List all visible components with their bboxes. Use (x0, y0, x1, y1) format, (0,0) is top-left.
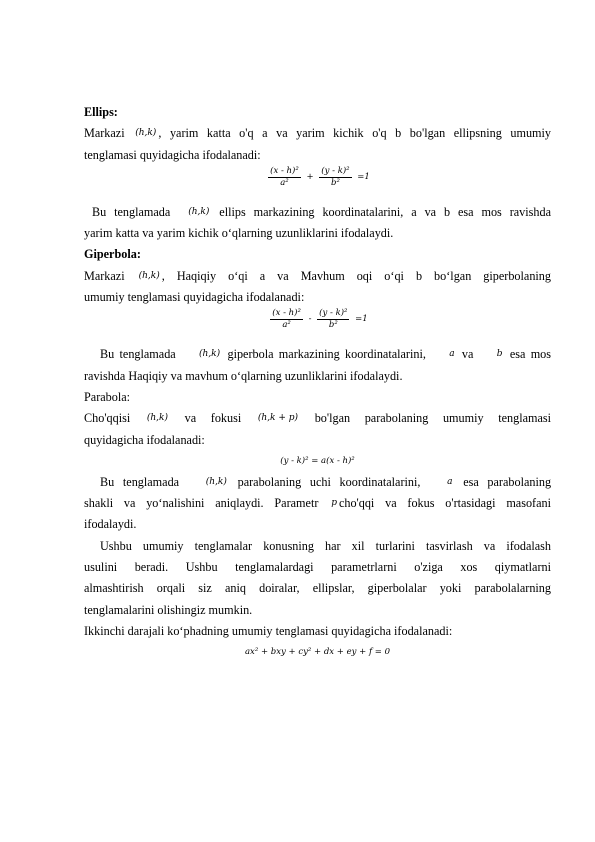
ellipse-desc (84, 202, 551, 223)
ellipse-formula-den1: a² (280, 177, 289, 188)
hyperbola-sym-b: b (496, 349, 503, 360)
parabola-desc-f: ifodalaydi. (84, 517, 137, 532)
hyperbola-formula-num1: (x - h)² (272, 308, 301, 319)
parabola-desc-a: Bu tenglamada (100, 474, 180, 489)
ellipse-formula-op: + (306, 171, 314, 182)
parabola-sym-p: p (331, 498, 337, 509)
hyperbola-intro-c: umumiy tenglamasi quyidagicha ifodalanadi: (84, 290, 305, 305)
ellipse-intro-b: , yarim katta o'q a va yarim kichik o'q b bo'lgan ellipsning umumiy (158, 126, 552, 141)
ellipse-formula-num2: (y - k)² (321, 165, 350, 176)
hyperbola-formula-num2: (y - k)² (319, 308, 348, 319)
ellipse-desc-c: yarim katta va yarim kichik o‘qlarning uzunliklarini ifodalaydi. (84, 226, 394, 241)
parabola-desc-b: parabolaning uchi koordinatalarini, (237, 474, 421, 489)
ellipse-formula-eq: =1 (357, 171, 370, 182)
parabola-desc-2 (84, 493, 551, 514)
hyperbola-desc-b: giperbola markazining koordinatalarini, (227, 347, 426, 362)
ellipse-desc-center: (h,k) (188, 206, 210, 217)
summary-line-2: usulini beradi. Ushbu tenglamalardagi parametrlarni o'ziga xos qiymatlarni (84, 560, 551, 575)
parabola-intro (84, 408, 551, 429)
ellipse-desc-a: Bu tenglamada (92, 204, 171, 219)
ellipse-formula (84, 166, 551, 202)
hyperbola-desc-center: (h,k) (199, 349, 221, 360)
summary-line-3: almashtirish orqali siz aniq doiralar, ellipslar, giperbolalar yoki parabolalarning (84, 581, 551, 596)
ellipse-desc-b: ellips markazining koordinatalarini, a va b esa mos ravishda (219, 204, 552, 219)
hyperbola-formula-den1: a² (282, 320, 291, 331)
hyperbola-desc (84, 344, 551, 365)
parabola-focus-symbol: (h,k + p) (257, 413, 299, 424)
ellipse-center-symbol: (h,k) (135, 128, 157, 139)
second-order-intro: Ikkinchi darajali ko‘phadning umumiy tenglamasi quyidagicha ifodalanadi: (84, 623, 453, 638)
parabola-intro-a: Cho'qqisi (84, 411, 131, 426)
parabola-vertex-symbol: (h,k) (146, 413, 168, 424)
hyperbola-intro (84, 266, 551, 287)
hyperbola-formula-op: - (308, 314, 312, 325)
hyperbola-sym-a: a (449, 349, 455, 360)
ellipse-formula-den2: b² (331, 177, 340, 188)
parabola-heading: Parabola: (84, 389, 131, 404)
parabola-intro-d: quyidagicha ifodalanadi: (84, 432, 205, 447)
summary-line-1: Ushbu umumiy tenglamalar konusning har xil turlarini tasvirlash va ifodalash (100, 538, 551, 553)
hyperbola-desc-e: ravishda Haqiqiy va mavhum o‘qlarning uzunliklarini ifodalaydi. (84, 368, 403, 383)
parabola-desc (84, 472, 551, 493)
hyperbola-desc-c: va (461, 347, 474, 362)
ellipse-intro (84, 123, 551, 144)
parabola-intro-c: bo'lgan parabolaning umumiy tenglamasi (314, 411, 552, 426)
document-page (84, 102, 551, 663)
hyperbola-desc-a: Bu tenglamada (100, 347, 176, 362)
parabola-intro-b: va fokusi (184, 411, 242, 426)
parabola-desc-e: cho'qqi va fokus o'rtasidagi masofani (338, 496, 551, 511)
parabola-desc-vertex: (h,k) (205, 476, 227, 487)
second-order-formula: ax² + bxy + cy² + dx + ey + f = 0 (244, 647, 391, 658)
summary-line-4: tenglamalarini olishingiz mumkin. (84, 602, 253, 617)
hyperbola-heading: Giperbola: (84, 247, 141, 262)
ellipse-heading: Ellips: (84, 105, 118, 119)
parabola-desc-d: shakli va yo‘nalishini aniqlaydi. Parametr (84, 496, 319, 511)
hyperbola-intro-b: , Haqiqiy o‘qi a va Mavhum oqi o‘qi b bo‘lgan giperbolaning (161, 268, 551, 283)
hyperbola-formula-eq: =1 (355, 314, 368, 325)
hyperbola-center-symbol: (h,k) (138, 270, 160, 281)
parabola-formula: (y - k)² = a(x - h)² (280, 455, 355, 466)
parabola-desc-c: esa parabolaning (463, 474, 552, 489)
ellipse-formula-num1: (x - h)² (270, 165, 299, 176)
parabola-sym-a: a (447, 476, 453, 487)
ellipse-intro-c: tenglamasi quyidagicha ifodalanadi: (84, 147, 261, 162)
hyperbola-formula-den2: b² (328, 320, 338, 331)
hyperbola-formula (84, 308, 551, 344)
hyperbola-intro-a: Markazi (84, 268, 125, 283)
ellipse-intro-a: Markazi (84, 126, 125, 141)
hyperbola-desc-d: esa mos (509, 347, 552, 362)
